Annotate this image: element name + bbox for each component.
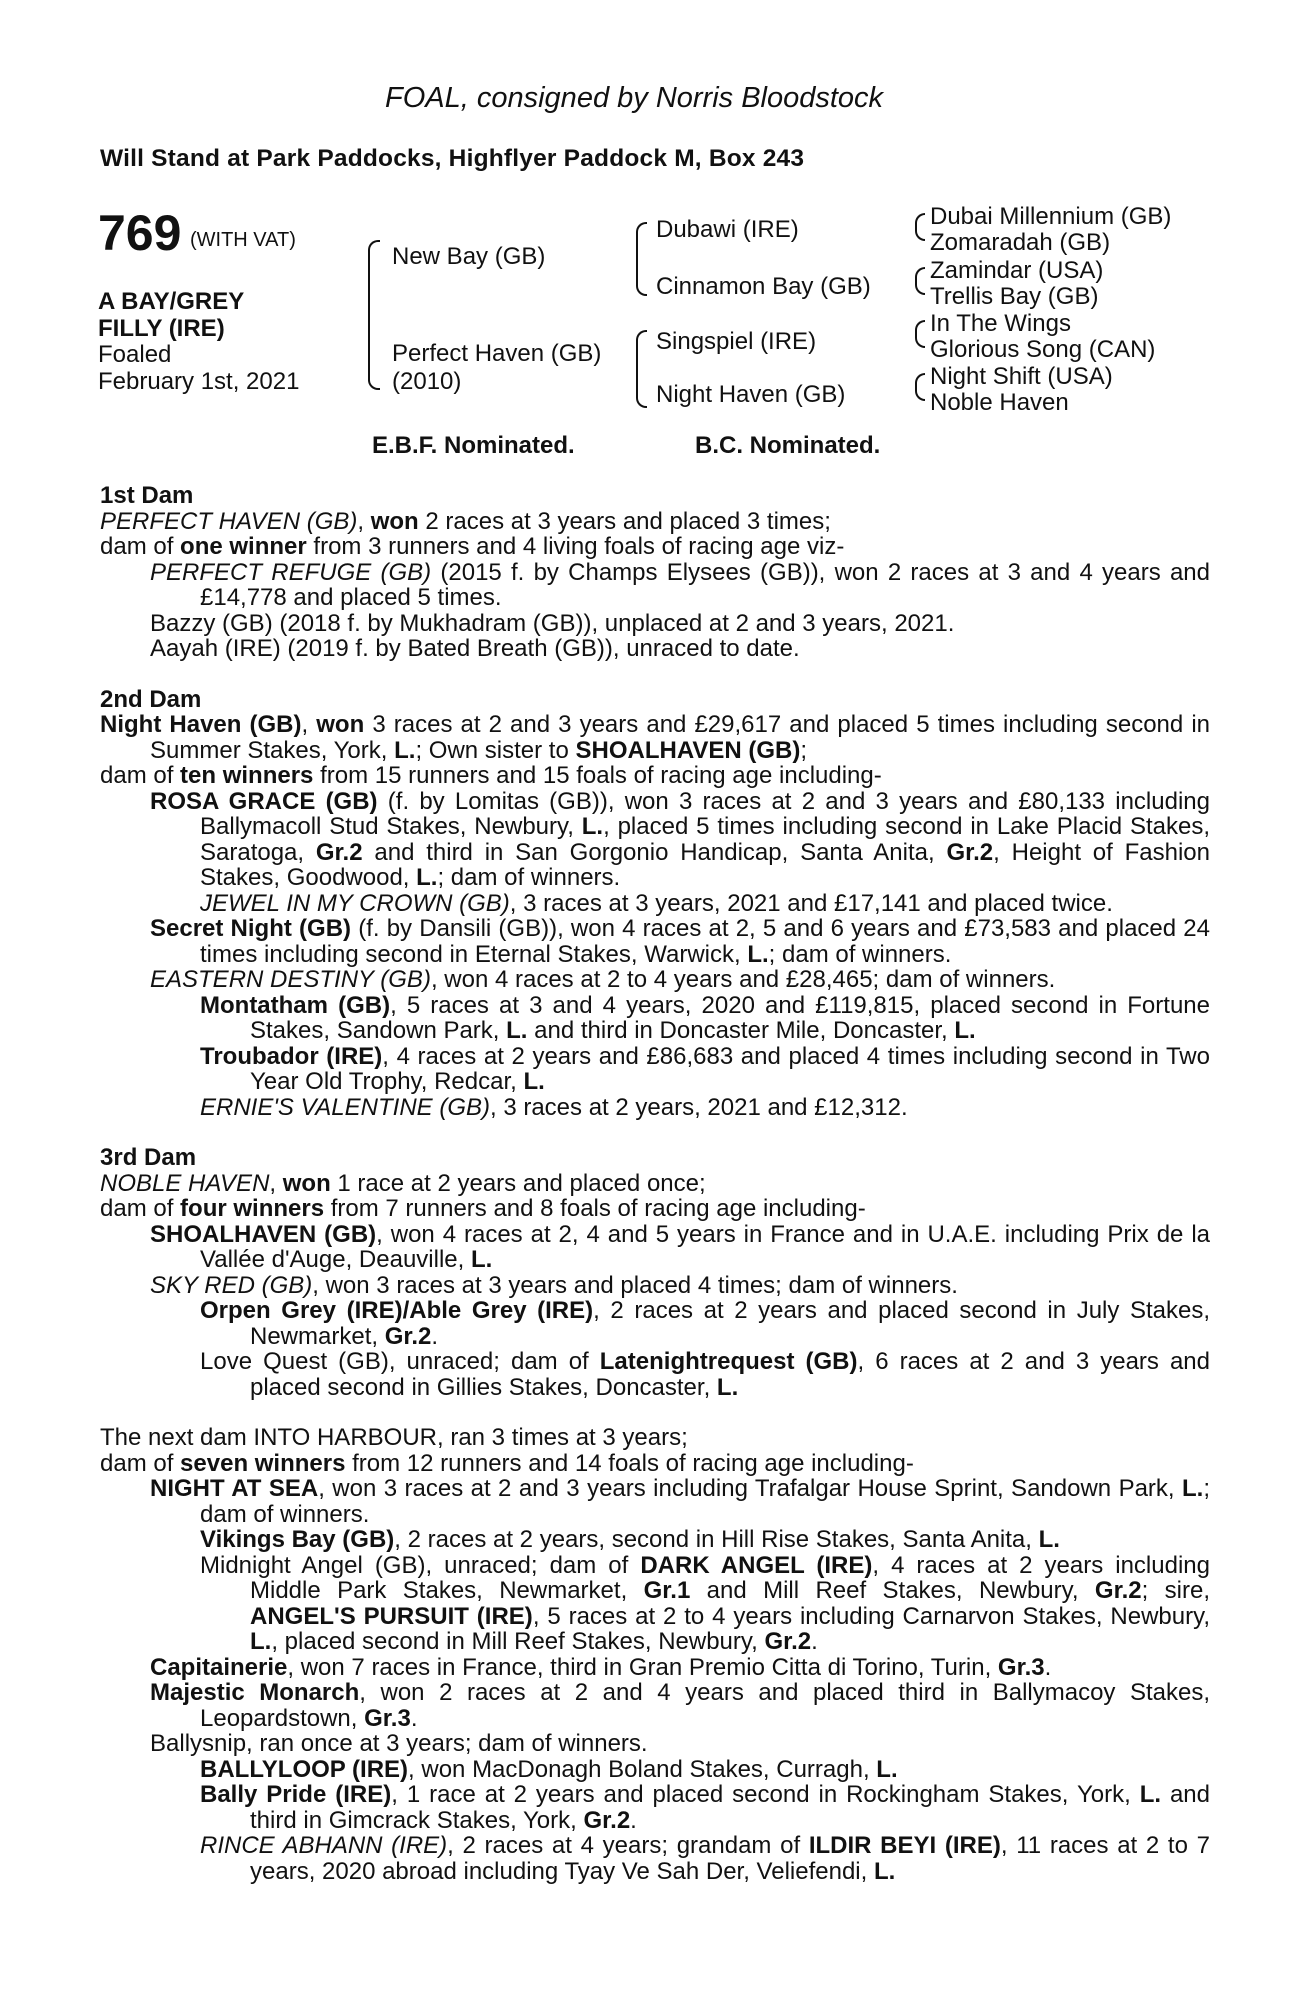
- second-dam-produce-item: Secret Night (GB) (f. by Dansili (GB)), won 4 races at 2, 5 and 6 years and £73,583 and placed 24 times including second in Eternal Stakes, Warwick, L.; dam of winners.: [150, 915, 1210, 968]
- first-dam-produce-item: Bazzy (GB) (2018 f. by Mukhadram (GB)), unplaced at 2 and 3 years, 2021.: [150, 609, 955, 637]
- next-dam-grand-produce-item: Midnight Angel (GB), unraced; dam of DARK ANGEL (IRE), 4 races at 2 years including Middle Park Stakes, Newmarket, Gr.1 and Mill Reef Stakes, Newbury, Gr.2; sire, ANGEL'S PURSUIT (IRE), 5 races at 2 to 4 years including Carnarvon Stakes, Newbury, L., placed second in Mill Reef Stakes, Newbury, Gr.2.: [200, 1551, 1210, 1655]
- pedigree-dds: Night Shift (USA): [930, 363, 1113, 390]
- next-dam-grand-produce-item: BALLYLOOP (IRE), won MacDonagh Boland Stakes, Curragh, L.: [200, 1755, 898, 1783]
- second-dam-heading: 2nd Dam: [100, 685, 202, 713]
- first-dam-produce-summary: dam of one winner from 3 runners and 4 living foals of racing age viz-: [100, 533, 845, 560]
- pedigree-sire: New Bay (GB): [392, 243, 546, 270]
- lot-number: 769: [98, 205, 182, 261]
- stand-location: Will Stand at Park Paddocks, Highflyer Paddock M, Box 243: [100, 145, 805, 172]
- third-dam-grand-produce-item: Love Quest (GB), unraced; dam of Latenightrequest (GB), 6 races at 2 and 3 years and placed second in Gillies Stakes, Doncaster, L.: [200, 1348, 1211, 1401]
- pedigree-brace-sire: [636, 222, 647, 296]
- pedigree-dam-dam: Night Haven (GB): [656, 381, 846, 408]
- first-dam-produce-item: PERFECT REFUGE (GB) (2015 f. by Champs Elysees (GB)), won 2 races at 3 and 4 years and £14,778 and placed 5 times.: [150, 558, 1211, 611]
- bc-nominated: B.C. Nominated.: [695, 432, 881, 459]
- second-dam-produce-item: ROSA GRACE (GB) (f. by Lomitas (GB)), won 3 races at 2 and 3 years and £80,133 including Ballymacoll Stud Stakes, Newbury, L., placed 5 times including second in Lake Placid Stakes, Saratoga, Gr.2 and third in San Gorgonio Handicap, Santa Anita, Gr.2, Height of Fashion Stakes, Goodwood, L.; dam of winners.: [150, 787, 1211, 891]
- pedigree-sire-dam: Cinnamon Bay (GB): [656, 273, 871, 300]
- pedigree-brace-col1: [368, 240, 380, 390]
- pedigree-dss: In The Wings: [930, 310, 1071, 337]
- pedigree-sdd: Trellis Bay (GB): [930, 283, 1099, 310]
- third-dam-heading: 3rd Dam: [100, 1144, 197, 1171]
- second-dam-grand-produce-item: JEWEL IN MY CROWN (GB), 3 races at 3 years, 2021 and £17,141 and placed twice.: [200, 889, 1113, 917]
- next-dam-produce-item: NIGHT AT SEA, won 3 races at 2 and 3 years including Trafalgar House Sprint, Sandown Park, L.; dam of winners.: [150, 1475, 1211, 1528]
- next-dam-grand-produce-item: Vikings Bay (GB), 2 races at 2 years, second in Hill Rise Stakes, Santa Anita, L.: [200, 1526, 1060, 1553]
- second-dam-produce-item: EASTERN DESTINY (GB), won 4 races at 2 to 4 years and £28,465; dam of winners.: [150, 966, 1056, 993]
- third-dam-line: NOBLE HAVEN, won 1 race at 2 years and placed once;: [100, 1169, 706, 1197]
- second-dam-produce-summary: dam of ten winners from 15 runners and 15 foals of racing age including-: [100, 762, 882, 789]
- next-dam-grand-produce-item: RINCE ABHANN (IRE), 2 races at 4 years; grandam of ILDIR BEYI (IRE), 11 races at 2 to 7 years, 2020 abroad including Tyay Ve Sah Der, Veliefendi, L.: [200, 1832, 1210, 1885]
- pedigree-sire-sire: Dubawi (IRE): [656, 216, 799, 243]
- lot-description-line1: A BAY/GREY: [98, 288, 245, 315]
- next-dam-produce-summary: dam of seven winners from 12 runners and 14 foals of racing age including-: [100, 1449, 914, 1477]
- next-dam-produce-item: Majestic Monarch, won 2 races at 2 and 4 years and placed third in Ballymacoy Stakes, Leopardstown, Gr.3.: [150, 1679, 1211, 1732]
- pedigree-brace-gs1: [915, 213, 925, 241]
- first-dam-heading: 1st Dam: [100, 482, 194, 509]
- third-dam-grand-produce-item: Orpen Grey (IRE)/Able Grey (IRE), 2 races at 2 years and placed second in July Stakes, Newmarket, Gr.2.: [200, 1297, 1211, 1350]
- pedigree-dsd: Glorious Song (CAN): [930, 336, 1156, 363]
- third-dam-produce-item: SHOALHAVEN (GB), won 4 races at 2, 4 and 5 years in France and in U.A.E. including Prix de la Vallée d'Auge, Deauville, L.: [150, 1220, 1210, 1273]
- next-dam-produce-item: Ballysnip, ran once at 3 years; dam of winners.: [150, 1730, 648, 1757]
- second-dam-line: Night Haven (GB), won 3 races at 2 and 3 years and £29,617 and placed 5 times including second in Summer Stakes, York, L.; Own sister to SHOALHAVEN (GB);: [100, 711, 1211, 764]
- first-dam-produce-item: Aayah (IRE) (2019 f. by Bated Breath (GB)), unraced to date.: [150, 635, 800, 662]
- pedigree-brace-gs2: [915, 267, 925, 295]
- third-dam-produce-item: SKY RED (GB), won 3 races at 3 years and placed 4 times; dam of winners.: [150, 1271, 958, 1299]
- pedigree-dam-sire: Singspiel (IRE): [656, 328, 817, 355]
- next-dam-produce-item: Capitainerie, won 7 races in France, third in Gran Premio Citta di Torino, Turin, Gr.3.: [150, 1653, 1052, 1681]
- pedigree-sds: Zamindar (USA): [930, 257, 1104, 284]
- pedigree-dam-year: (2010): [392, 368, 462, 395]
- pedigree-ssd: Zomaradah (GB): [930, 229, 1111, 256]
- pedigree-notes: [100, 483, 1210, 1884]
- pedigree-sss: Dubai Millennium (GB): [930, 203, 1172, 230]
- page-heading: FOAL, consigned by Norris Bloodstock: [385, 82, 884, 114]
- pedigree-ddd: Noble Haven: [930, 389, 1069, 416]
- second-dam-grand-produce-item: Troubador (IRE), 4 races at 2 years and £86,683 and placed 4 times including second in Two Year Old Trophy, Redcar, L.: [200, 1042, 1210, 1095]
- vat-note: (WITH VAT): [190, 229, 296, 251]
- pedigree-brace-gs3: [915, 320, 925, 348]
- second-dam-grand-produce-item: ERNIE'S VALENTINE (GB), 3 races at 2 years, 2021 and £12,312.: [200, 1093, 908, 1121]
- foaling-date: February 1st, 2021: [98, 368, 300, 395]
- pedigree-brace-gs4: [915, 373, 925, 401]
- next-dam-grand-produce-item: Bally Pride (IRE), 1 race at 2 years and placed second in Rockingham Stakes, York, L. and third in Gimcrack Stakes, York, Gr.2.: [200, 1781, 1210, 1834]
- foaled-label: Foaled: [98, 341, 172, 368]
- second-dam-grand-produce-item: Montatham (GB), 5 races at 3 and 4 years, 2020 and £119,815, placed second in Fortune Stakes, Sandown Park, L. and third in Doncaster Mile, Doncaster, L.: [200, 991, 1210, 1044]
- pedigree-brace-dam: [636, 330, 647, 408]
- ebf-nominated: E.B.F. Nominated.: [372, 432, 575, 459]
- first-dam-line: PERFECT HAVEN (GB), won 2 races at 3 years and placed 3 times;: [100, 507, 831, 535]
- third-dam-produce-summary: dam of four winners from 7 runners and 8 foals of racing age including-: [100, 1195, 866, 1222]
- lot-description-line2: FILLY (IRE): [98, 315, 225, 342]
- next-dam-line: The next dam INTO HARBOUR, ran 3 times at 3 years;: [100, 1424, 688, 1451]
- pedigree-dam: Perfect Haven (GB): [392, 340, 602, 367]
